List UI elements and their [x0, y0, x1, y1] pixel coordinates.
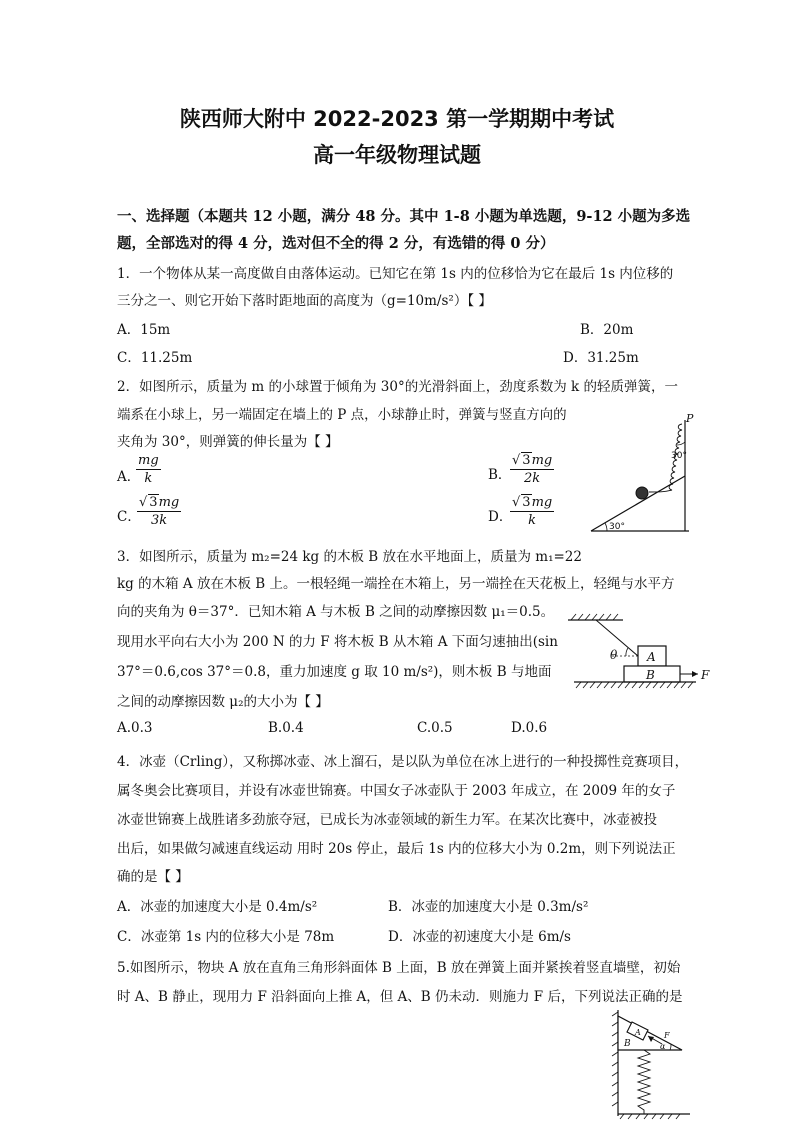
q2-fig-label-angle-bottom: 30°: [609, 522, 625, 532]
q2-option-b-fraction: [510, 452, 554, 486]
q5-wedge-spring-figure: [604, 1008, 696, 1120]
q3-fig-label-a: A: [647, 650, 656, 664]
q3-option-a: A.0.3: [117, 720, 153, 736]
q2-a-denominator: k: [144, 471, 153, 486]
q4-option-a: A．冰壶的加速度大小是 0.4m/s²: [117, 899, 318, 915]
q3-text-line2: kg 的木箱 A 放在木板 B 上。一根轻绳一端拴在木箱上，另一端拴在天花板上，轻绳与水平方: [117, 576, 675, 592]
q2-option-b-label: B．: [488, 467, 512, 483]
q2-incline-spring-figure: [585, 412, 697, 536]
q2-text-line2: 端系在小球上，另一端固定在墙上的 P 点，小球静止时，弹簧与竖直方向的: [117, 407, 567, 423]
sqrt-symbol: √: [512, 495, 521, 510]
q3-option-c: C.0.5: [417, 720, 453, 736]
q4-option-d: D．冰壶的初速度大小是 6m/s: [388, 929, 571, 945]
q3-text-line5: 37°＝0.6,cos 37°＝0.8，重力加速度 g 取 10 m/s²)，则木板 B 与地面: [117, 664, 552, 680]
q2-option-a-label: A．: [117, 469, 141, 485]
q4-text-line4: 出后，如果做匀减速直线运动 用时 20s 停止，最后 1s 内的位移大小为 0.2m，则下列说法正: [117, 841, 676, 857]
q2-b-radicand: 3: [522, 453, 531, 468]
q2-fig-label-angle-top: 30°: [671, 451, 687, 461]
q2-text-line1: 2．如图所示，质量为 m 的小球置于倾角为 30°的光滑斜面上，劲度系数为 k 的轻质弹簧，一: [117, 379, 678, 395]
q5-fig-label-b: B: [624, 1039, 631, 1049]
q3-text-line1: 3．如图所示，质量为 m₂=24 kg 的木板 B 放在水平地面上，质量为 m₁=22: [117, 549, 582, 565]
q2-option-c-fraction: [137, 494, 181, 528]
q3-text-line3: 向的夹角为 θ＝37°．已知木箱 A 与木板 B 之间的动摩擦因数 μ₁＝0.5。: [117, 604, 555, 620]
q5-fig-label-alpha: α: [660, 1042, 666, 1051]
q4-option-b: B．冰壶的加速度大小是 0.3m/s²: [388, 899, 589, 915]
q3-fig-label-b: B: [646, 668, 655, 682]
q2-option-c-label: C．: [117, 509, 141, 525]
q3-fig-label-f: F: [701, 668, 710, 682]
sqrt-symbol: √: [512, 453, 521, 468]
q1-text-line2: 三分之一、则它开始下落时距地面的高度为（g=10m/s²）【 】: [117, 293, 492, 309]
page-subtitle: 高一年级物理试题: [313, 143, 481, 167]
q3-text-line6: 之间的动摩擦因数 μ₂的大小为【 】: [117, 694, 329, 710]
q2-a-numerator: mg: [138, 453, 159, 468]
q3-option-d: D.0.6: [511, 720, 548, 736]
q4-text-line5: 确的是【 】: [117, 869, 189, 885]
section-heading-line1: 一、选择题（本题共 12 小题，满分 48 分。其中 1-8 小题为单选题，9-12 小题为多选: [117, 208, 691, 225]
q5-fig-label-a: A: [635, 1028, 641, 1037]
q2-c-denominator: 3k: [151, 513, 168, 528]
q1-option-d: D．31.25m: [563, 350, 639, 366]
q3-text-line4: 现用水平向右大小为 200 N 的力 F 将木板 B 从木箱 A 下面匀速抽出(sin: [117, 634, 558, 650]
section-heading-line2: 题，全部选对的得 4 分，选对但不全的得 2 分，有选错的得 0 分）: [117, 235, 555, 252]
q5-text-line1: 5.如图所示，物块 A 放在直角三角形斜面体 B 上面，B 放在弹簧上面并紧挨着竖直墙壁，初始: [117, 960, 681, 976]
q2-option-d-label: D．: [488, 509, 513, 525]
q2-fig-label-p: P: [686, 412, 694, 425]
q2-d-denominator: k: [528, 513, 537, 528]
q2-c-radicand: 3: [149, 495, 158, 510]
q4-text-line1: 4．冰壶（Crling），又称掷冰壶、冰上溜石，是以队为单位在冰上进行的一种投掷性竞赛项目，: [117, 754, 689, 770]
q2-b-numerator-rest: mg: [531, 453, 553, 468]
q5-text-line2: 时 A、B 静止，现用力 F 沿斜面向上推 A，但 A、B 仍未动．则施力 F 后，下列说法正确的是: [117, 989, 683, 1005]
q2-d-numerator-rest: mg: [531, 495, 553, 510]
q2-b-denominator: 2k: [524, 471, 541, 486]
q2-d-radicand: 3: [522, 495, 531, 510]
q1-text-line1: 1．一个物体从某一高度做自由落体运动。已知它在第 1s 内的位移恰为它在最后 1s 内位移的: [117, 266, 674, 282]
q4-text-line3: 冰壶世锦赛上战胜诸多劲旅夺冠，已成长为冰壶领域的新生力军。在某次比赛中，冰壶被投: [117, 812, 657, 828]
q1-option-c: C．11.25m: [117, 350, 193, 366]
q3-option-b: B.0.4: [268, 720, 304, 736]
q3-box-board-figure: [568, 612, 713, 692]
q2-option-a-fraction: [136, 453, 161, 486]
q1-option-b: B．20m: [580, 322, 634, 338]
q3-fig-theta: θ: [610, 648, 618, 662]
q2-c-numerator-rest: mg: [158, 495, 180, 510]
q5-fig-label-f: F: [664, 1031, 670, 1040]
q1-option-a: A．15m: [117, 322, 171, 338]
page-title: 陕西师大附中 2022-2023 第一学期期中考试: [179, 107, 615, 131]
q2-text-line3: 夹角为 30°，则弹簧的伸长量为【 】: [117, 434, 339, 450]
sqrt-symbol: √: [139, 495, 148, 510]
q2-option-d-fraction: [510, 494, 554, 528]
q4-text-line2: 属冬奥会比赛项目，并设有冰壶世锦赛。中国女子冰壶队于 2003 年成立，在 2009 年的女子: [117, 783, 676, 799]
q4-option-c: C．冰壶第 1s 内的位移大小是 78m: [117, 929, 335, 945]
